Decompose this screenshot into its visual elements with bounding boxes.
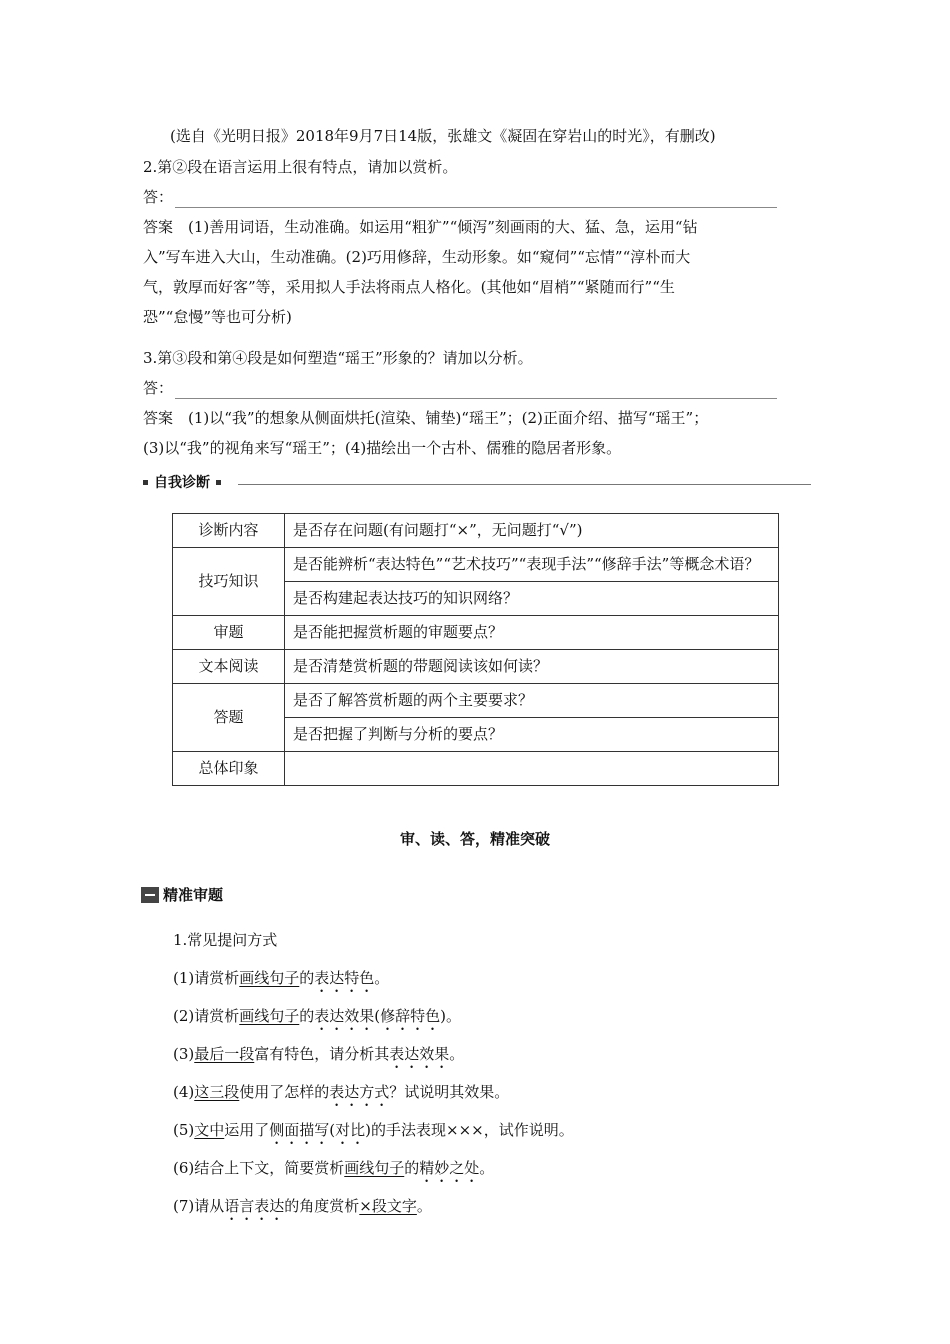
item-text: (4) [173, 1083, 195, 1101]
section-header [141, 884, 223, 906]
item-text: (1)请赏析 [173, 969, 240, 987]
dotted-text: 对比 [335, 1121, 366, 1139]
answer-2-line: 恐”“怠慢”等也可分析) [143, 308, 292, 326]
table-cell[interactable]: 是否了解答赏析题的两个主要要求？ [285, 684, 779, 718]
question-2-text: 2.第②段在语言运用上很有特点，请加以赏析。 [143, 158, 458, 176]
table-label-cell: 文本阅读 [173, 650, 285, 684]
item-text: 。 [449, 1045, 465, 1063]
item-text: )。 [440, 1007, 462, 1025]
item-text: ( [329, 1121, 336, 1139]
item-text: (6)结合上下文，简要赏析 [173, 1159, 345, 1177]
table-label-cell: 答题 [173, 684, 285, 752]
table-cell[interactable] [285, 752, 779, 786]
item-text: 的 [404, 1159, 420, 1177]
list-item [173, 1149, 813, 1187]
header-rule [238, 484, 811, 485]
table-cell[interactable]: 是否把握了判断与分析的要点？ [285, 718, 779, 752]
table-row [173, 514, 779, 548]
list-item [173, 1111, 813, 1149]
answer-prompt: 答： [143, 188, 174, 206]
section-title: 精准审题 [163, 886, 224, 904]
source-citation: (选自《光明日报》2018年9月7日14版，张雄文《凝固在穿岩山的时光》，有删改) [170, 127, 716, 145]
item-text: 。 [479, 1159, 495, 1177]
list-subhead: 1.常见提问方式 [173, 931, 278, 949]
answer-2-input-row [143, 182, 811, 212]
self-diagnosis-header [143, 472, 811, 498]
center-title: 审、读、答，精准突破 [399, 830, 550, 848]
self-diagnosis-title: 自我诊断 [154, 475, 210, 491]
answer-2-line: 气，敦厚而好客”等，采用拟人手法将雨点人格化。(其他如“眉梢”“紧随而行”“生 [143, 278, 675, 296]
table-header-cell: 是否存在问题(有问题打“×”，无问题打“√”) [285, 514, 779, 548]
table-row [173, 650, 779, 684]
item-text: ( [374, 1007, 381, 1025]
item-text: (5) [173, 1121, 195, 1139]
question-styles-list [173, 921, 813, 1225]
item-text: (2)请赏析 [173, 1007, 240, 1025]
square-bullet-icon [216, 480, 221, 485]
question-3-text: 3.第③段和第④段是如何塑造“瑶王”形象的？请加以分析。 [143, 349, 533, 367]
table-row [173, 616, 779, 650]
list-item [173, 1035, 813, 1073]
item-text: 的 [299, 1007, 315, 1025]
item-text: (7)请从 [173, 1197, 225, 1215]
item-text: 运用了 [224, 1121, 270, 1139]
dotted-text: 精妙之处 [419, 1159, 480, 1177]
item-text: 。 [374, 969, 390, 987]
answer-2-blank-line[interactable] [175, 189, 777, 208]
question-2-block [143, 152, 811, 332]
dotted-text: 侧面描写 [269, 1121, 330, 1139]
table-cell[interactable]: 是否构建起表达技巧的知识网络？ [285, 582, 779, 616]
list-item [173, 997, 813, 1035]
dotted-text: 表达效果 [389, 1045, 450, 1063]
table-header-cell: 诊断内容 [173, 514, 285, 548]
list-item [173, 959, 813, 997]
answer-3-blank-line[interactable] [175, 380, 777, 399]
underlined-text: 这三段 [194, 1083, 240, 1101]
table-label-cell: 总体印象 [173, 752, 285, 786]
item-text: 富有特色，请分析其 [254, 1045, 390, 1063]
answer-prompt: 答： [143, 379, 174, 397]
item-text: )的手法表现×××，试作说明。 [365, 1121, 574, 1139]
underlined-text: 最后一段 [194, 1045, 255, 1063]
table-cell[interactable]: 是否清楚赏析题的带题阅读该如何读？ [285, 650, 779, 684]
answer-3-line: (3)以“我”的视角来写“瑶王”；(4)描绘出一个古朴、儒雅的隐居者形象。 [143, 439, 622, 457]
item-text: 的 [299, 969, 315, 987]
table-row [173, 548, 779, 582]
answer-2-line: 答案 (1)善用词语，生动准确。如运用“粗犷”“倾泻”刻画雨的大、猛、急，运用“钻 [143, 218, 698, 236]
square-bullet-icon [143, 480, 148, 485]
list-item [173, 1187, 813, 1225]
dotted-text: 表达方式 [329, 1083, 390, 1101]
underlined-text: 画线句子 [344, 1159, 405, 1177]
dotted-text: 表达特色 [314, 969, 375, 987]
table-cell[interactable]: 是否能把握赏析题的审题要点？ [285, 616, 779, 650]
table-label-cell: 技巧知识 [173, 548, 285, 616]
item-text: ？试说明其效果。 [389, 1083, 510, 1101]
answer-2-line: 入”写车进入大山，生动准确。(2)巧用修辞，生动形象。如“窥伺”“忘情”“淳朴而大 [143, 248, 691, 266]
list-item [173, 1073, 813, 1111]
underlined-text: 画线句子 [239, 969, 300, 987]
dotted-text: 修辞特色 [380, 1007, 441, 1025]
underlined-text: 文中 [194, 1121, 225, 1139]
underlined-text: ×段文字 [359, 1197, 417, 1215]
item-text: 使用了怎样的 [239, 1083, 330, 1101]
item-text: 的角度赏析 [284, 1197, 360, 1215]
question-3-block [143, 343, 811, 463]
item-text: (3) [173, 1045, 195, 1063]
table-row [173, 752, 779, 786]
dotted-text: 表达效果 [314, 1007, 375, 1025]
dotted-text: 语言表达 [224, 1197, 285, 1215]
table-row [173, 684, 779, 718]
answer-3-line: 答案 (1)以“我”的想象从侧面烘托(渲染、铺垫)“瑶王”；(2)正面介绍、描写“瑶王”； [143, 409, 709, 427]
item-text: 。 [416, 1197, 432, 1215]
table-label-cell: 审题 [173, 616, 285, 650]
dash-box-icon [141, 887, 159, 903]
answer-3-input-row [143, 373, 811, 403]
self-diagnosis-table [172, 513, 779, 786]
table-cell[interactable]: 是否能辨析“表达特色”“艺术技巧”“表现手法”“修辞手法”等概念术语？ [285, 548, 779, 582]
underlined-text: 画线句子 [239, 1007, 300, 1025]
